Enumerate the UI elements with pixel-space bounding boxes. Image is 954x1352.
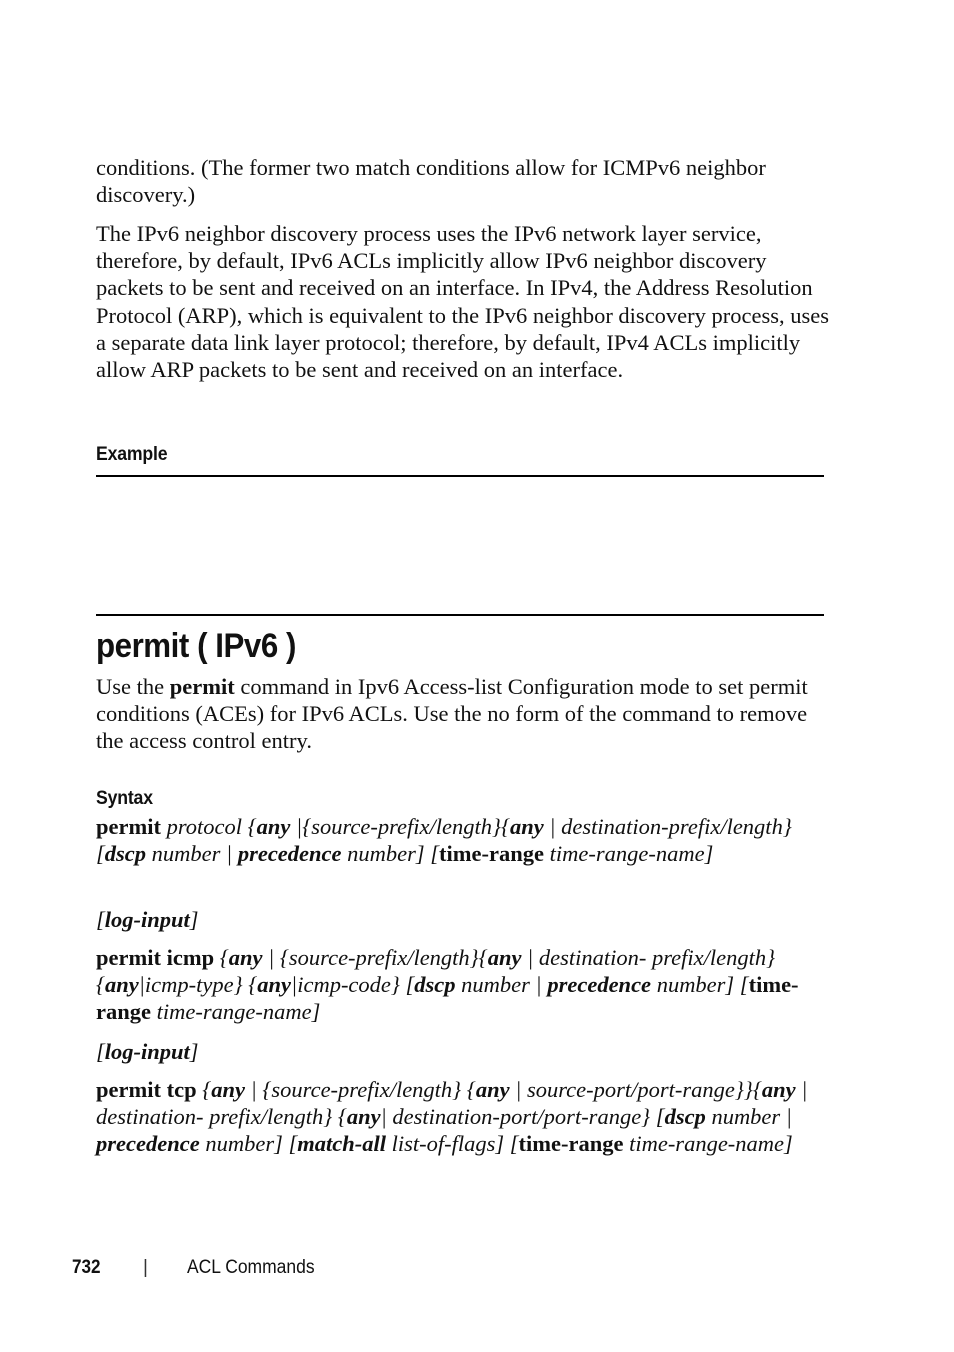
example-rule — [96, 475, 824, 477]
intro-paragraph-2: The IPv6 neighbor discovery process uses the IPv6 network layer service, therefore, by default, IPv6 ACLs implicitly allow IPv6 neighbor discovery packets to be sent and received on an interface. In IPv4, the Address Resolution Protocol (ARP), which is equivalent to the IPv6 neighbor discovery process, uses a separate data link layer protocol; therefore, by default, IPv4 ACLs implicitly allow ARP packets to be sent and received on an interface. — [96, 221, 830, 383]
syntax-log-input-2: [log-input] — [96, 1039, 199, 1064]
chapter-name: ACL Commands — [187, 1257, 315, 1278]
syntax-log-input-1: [log-input] — [96, 907, 199, 932]
example-heading: Example — [96, 444, 168, 465]
page-title: permit ( IPv6 ) — [96, 627, 296, 665]
syntax-heading: Syntax — [96, 788, 153, 809]
syntax-permit: permit protocol {any |{source-prefix/length}{any | destination-prefix/length} [dscp number | precedence number] [time-range time-range-name] — [96, 814, 792, 867]
command-description: Use the permit command in Ipv6 Access-list Configuration mode to set permit conditions (ACEs) for IPv6 ACLs. Use the no form of the command to remove the access control entry. — [96, 674, 808, 754]
intro-paragraph-1: conditions. (The former two match conditions allow for ICMPv6 neighbor discovery.) — [96, 155, 766, 208]
footer-separator: | — [143, 1257, 148, 1278]
syntax-permit-tcp: permit tcp {any | {source-prefix/length} {any | source-port/port-range}}{any | destination- prefix/length} {any| destination-port/port-range} [dscp number | precedence number] [match-all list-of-flags] [time-range time-range-name] — [96, 1077, 808, 1157]
section-rule — [96, 614, 824, 616]
syntax-permit-icmp: permit icmp {any | {source-prefix/length}{any | destination- prefix/length} {any|icmp-type} {any|icmp-code} [dscp number | precedence number] [time-range time-range-name] — [96, 945, 799, 1025]
page-number: 732 — [72, 1257, 101, 1278]
